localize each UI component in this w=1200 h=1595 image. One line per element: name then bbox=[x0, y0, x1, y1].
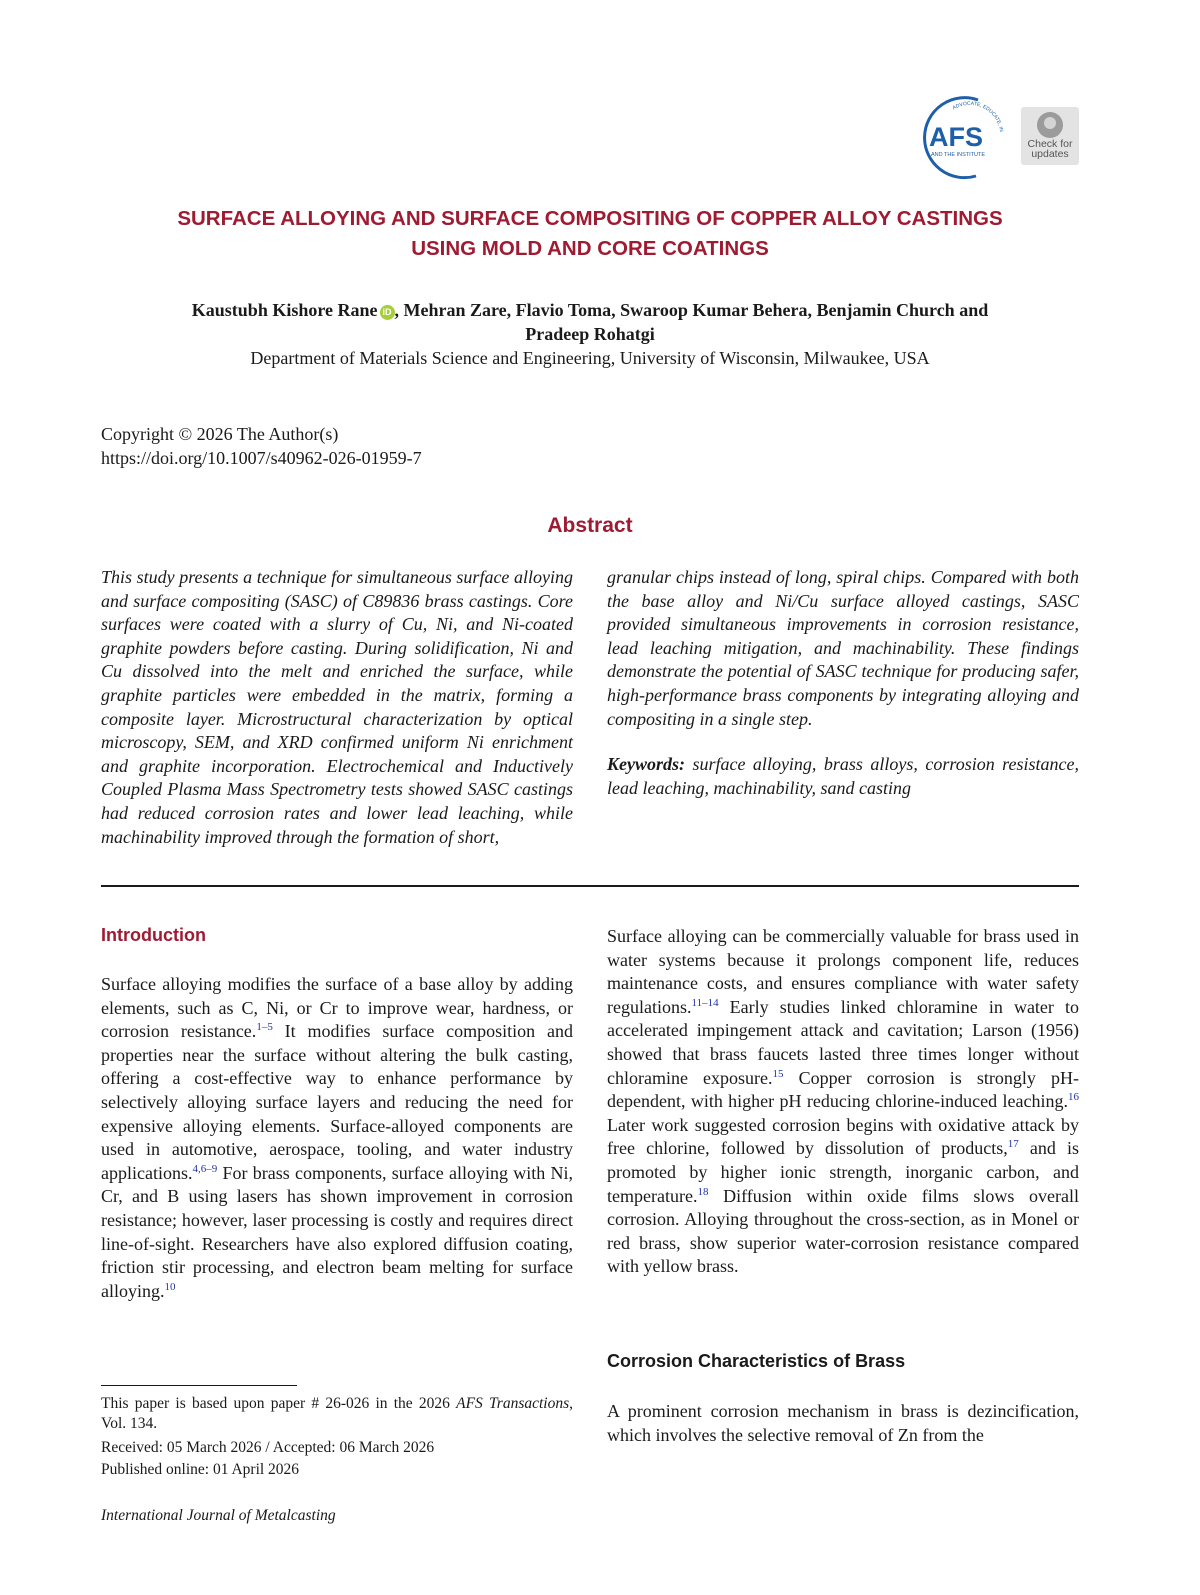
footnote-text-c: , Vol. 134. bbox=[101, 1395, 573, 1432]
citation-link[interactable]: 15 bbox=[772, 1067, 784, 1080]
citation-link[interactable]: 4,6–9 bbox=[192, 1162, 218, 1175]
title-line-2: USING MOLD AND CORE COATINGS bbox=[411, 237, 769, 260]
right-text-1: Surface alloying can be commercially valuable for brass used in water systems because it prolongs component life, reduces maintenance costs, and ensures compliance with water safety regulations. bbox=[607, 926, 1079, 1017]
abstract-divider bbox=[101, 885, 1079, 887]
orcid-icon[interactable]: iD bbox=[380, 305, 395, 320]
check-updates-icon bbox=[1037, 112, 1063, 138]
keywords bbox=[607, 753, 1079, 800]
author-last: Pradeep Rohatgi bbox=[525, 324, 655, 344]
right-text-2: Early studies linked chloramine in water to accelerated impingement attack and cavitation; Larson (1956) showed that brass faucets lasted three times longer without chloramine exposure. bbox=[607, 996, 1079, 1088]
abstract-right-column bbox=[607, 566, 1079, 800]
intro-text-2: It modifies surface composition and properties near the surface without altering the bulk casting, offering a cost-effective way to enhance performance by selectively alloying surface layers and reducing the need for expensive alloying elements. Surface-alloyed components are used in automotive, aerospace, tooling, and water industry applications. bbox=[101, 1021, 574, 1183]
authors bbox=[120, 298, 1060, 346]
citation-link[interactable]: 17 bbox=[1007, 1138, 1019, 1151]
published-date: Published online: 01 April 2026 bbox=[101, 1461, 300, 1478]
keywords-label: Keywords: bbox=[607, 754, 685, 775]
afs-arc-text: ADVOCATE, EDUCATE, IN bbox=[951, 100, 1004, 133]
footnote bbox=[101, 1394, 573, 1434]
affiliation: Department of Materials Science and Engineering, University of Wisconsin, Milwaukee, USA bbox=[250, 348, 930, 368]
citation-link[interactable]: 16 bbox=[1068, 1091, 1079, 1104]
keywords-list: surface alloying, brass alloys, corrosion resistance, lead leaching, machinability, sand casting bbox=[607, 754, 1079, 798]
check-updates-line2: updates bbox=[1031, 148, 1069, 160]
introduction-heading: Introduction bbox=[101, 925, 206, 945]
doi-link[interactable]: https://doi.org/10.1007/s40962-026-01959-7 bbox=[101, 448, 422, 468]
right-column-text bbox=[607, 925, 1079, 1279]
afs-logo-text: AFS bbox=[929, 122, 983, 152]
afs-logo-sub: AND THE INSTITUTE bbox=[931, 152, 985, 158]
footnote-divider bbox=[101, 1385, 297, 1386]
copyright: Copyright © 2026 The Author(s) bbox=[101, 424, 339, 444]
abstract-left-column: This study presents a technique for simultaneous surface alloying and surface compositing (SASC) of C89836 brass castings. Core surfaces were coated with a slurry of Cu, Ni, and Ni-coated graphite powders before casting. During solidification, Ni and Cu dissolved into the melt and enriched the surface, while graphite particles were embedded in the matrix, forming a composite layer. Microstructural characterization by optical microscopy, SEM, and XRD confirmed uniform Ni enrichment and graphite incorporation. Electrochemical and Inductively Coupled Plasma Mass Spectrometry tests showed SASC castings had reduced corrosion rates and lower lead leaching, while machinability improved through the formation of short, bbox=[101, 567, 573, 847]
check-updates-line1: Check for bbox=[1027, 138, 1073, 150]
intro-text-3: For brass components, surface alloying with Ni, Cr, and B using lasers has shown improvement in corrosion resistance; however, laser processing is costly and requires direct line-of-sight. Researchers have also explored diffusion coating, friction stir processing, and electron beam melting for surface alloying. bbox=[101, 1162, 573, 1301]
citation-link[interactable]: 10 bbox=[164, 1280, 176, 1293]
footnote-journal: AFS Transactions bbox=[456, 1395, 570, 1412]
citation-link[interactable]: 18 bbox=[697, 1185, 709, 1198]
author-first: Kaustubh Kishore Rane bbox=[191, 300, 378, 320]
corrosion-text: A prominent corrosion mechanism in brass is dezincification, which involves the selective removal of Zn from the bbox=[607, 1401, 1079, 1445]
corrosion-heading: Corrosion Characteristics of Brass bbox=[607, 1351, 906, 1371]
abstract-continued: granular chips instead of long, spiral chips. Compared with both the base alloy and Ni/Cu surface alloyed castings, SASC provided simultaneous improvements in corrosion resistance, lead leaching mitigation, and machinability. These findings demonstrate the potential of SASC technique for producing safer, high-performance brass components by integrating alloying and compositing in a single step. bbox=[607, 567, 1079, 729]
author-rest: , Mehran Zare, Flavio Toma, Swaroop Kumar Behera, Benjamin Church and bbox=[394, 300, 989, 320]
afs-logo bbox=[918, 94, 1018, 182]
footnote-text-a: This paper is based upon paper # 26-026 in the 2026 bbox=[101, 1395, 457, 1412]
right-text-5: and is promoted by higher ionic strength, inorganic carbon, and temperature. bbox=[607, 1138, 1079, 1206]
citation-link[interactable]: 1–5 bbox=[256, 1021, 273, 1034]
paper-title bbox=[100, 204, 1080, 264]
intro-text-1: Surface alloying modifies the surface of a base alloy by adding elements, such as C, Ni, or Cr to improve wear, hardness, or corrosion resistance. bbox=[101, 974, 573, 1042]
journal-name: International Journal of Metalcasting bbox=[101, 1507, 336, 1524]
abstract-heading: Abstract bbox=[547, 514, 633, 537]
right-text-3: Copper corrosion is strongly pH-dependent, with higher pH reducing chlorine-induced leaching. bbox=[607, 1067, 1079, 1112]
right-text-4: Later work suggested corrosion begins with oxidative attack by free chlorine, followed by dissolution of products, bbox=[607, 1114, 1079, 1159]
citation-link[interactable]: 11–14 bbox=[691, 996, 719, 1009]
check-for-updates-badge[interactable] bbox=[1021, 107, 1079, 165]
introduction-text bbox=[101, 973, 573, 1303]
right-text-6: Diffusion within oxide films slows overall corrosion. Alloying throughout the cross-section, as in Monel or red brass, show superior water-corrosion resistance compared with yellow brass. bbox=[607, 1185, 1079, 1277]
title-line-1: SURFACE ALLOYING AND SURFACE COMPOSITING OF COPPER ALLOY CASTINGS bbox=[177, 207, 1003, 230]
received-date: Received: 05 March 2026 / Accepted: 06 March 2026 bbox=[101, 1439, 435, 1456]
